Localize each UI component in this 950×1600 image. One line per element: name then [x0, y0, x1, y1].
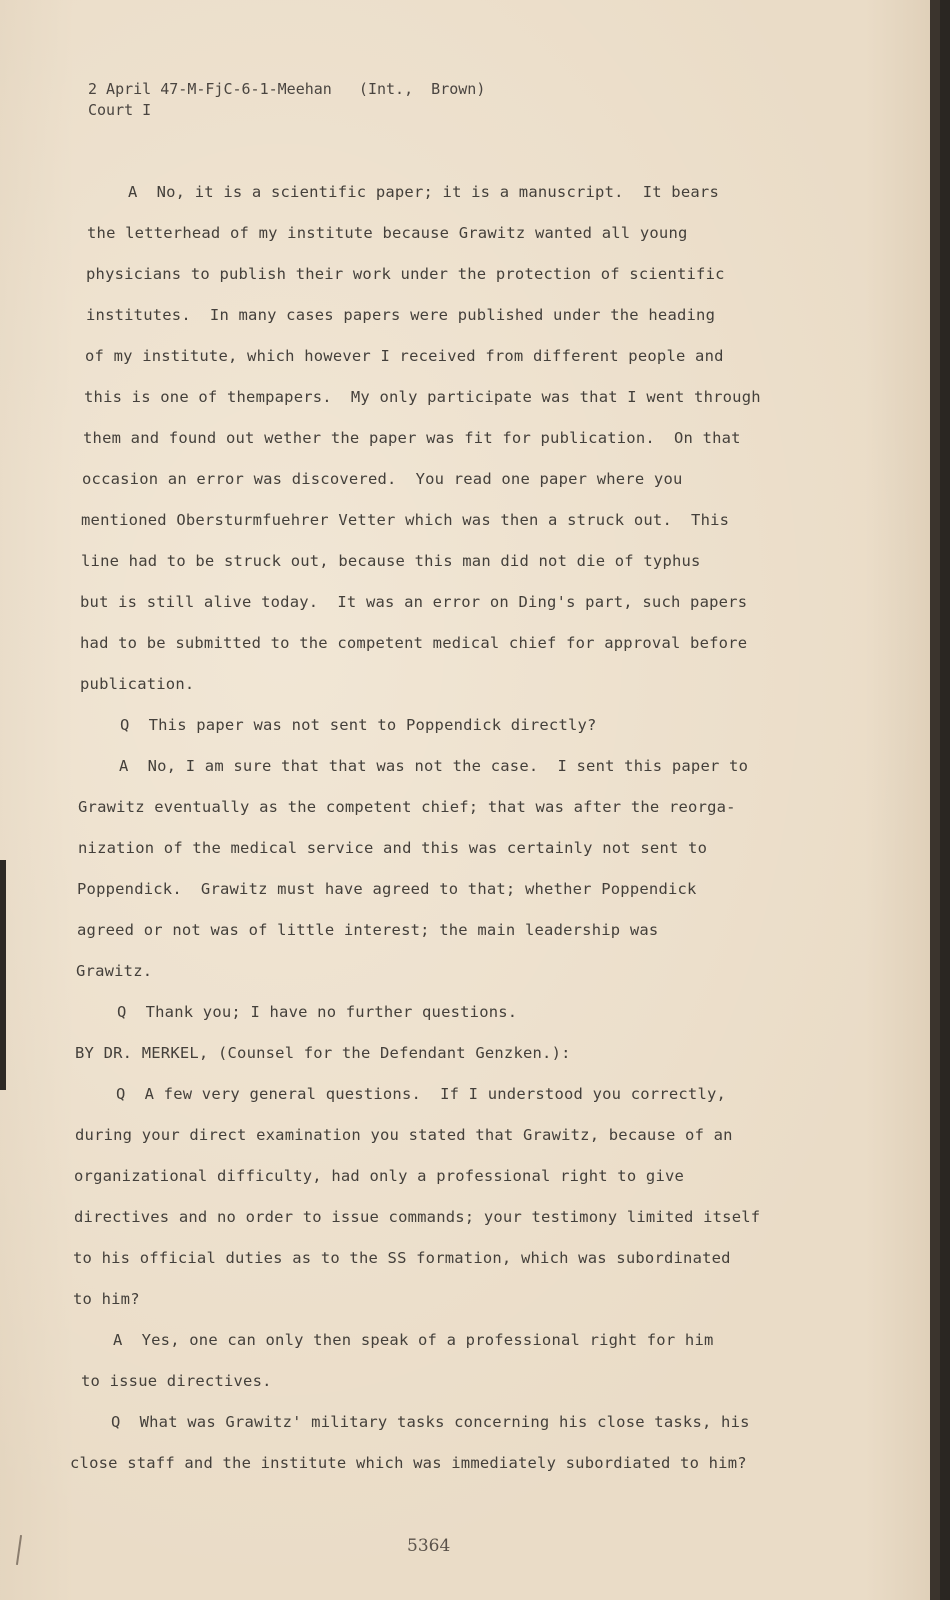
margin-pencil-mark — [16, 1535, 22, 1565]
transcript-line: agreed or not was of little interest; the main leadership was — [77, 921, 659, 939]
transcript-line: but is still alive today. It was an error on Ding's part, such papers — [80, 593, 748, 611]
binding-mark — [0, 860, 6, 1090]
transcript-line: to issue directives. — [81, 1372, 272, 1390]
transcript-line: Q This paper was not sent to Poppendick directly? — [120, 716, 597, 734]
transcript-line: A No, I am sure that that was not the case. I sent this paper to — [119, 757, 749, 775]
transcript-line: nization of the medical service and this was certainly not sent to — [78, 839, 708, 857]
header-date-line: 2 April 47-M-FjC-6-1-Meehan (Int., Brown) — [88, 80, 486, 98]
transcript-line: Grawitz eventually as the competent chief; that was after the reorga- — [78, 798, 736, 816]
transcript-line: line had to be struck out, because this man did not die of typhus — [81, 552, 701, 570]
transcript-line: mentioned Obersturmfuehrer Vetter which was then a struck out. This — [81, 511, 730, 529]
transcript-line: BY DR. MERKEL, (Counsel for the Defendant Genzken.): — [75, 1044, 571, 1062]
page-number: 5364 — [407, 1536, 451, 1556]
page-edge-shadow — [930, 0, 940, 1600]
transcript-line: A No, it is a scientific paper; it is a manuscript. It bears — [128, 183, 719, 201]
transcript-line: the letterhead of my institute because Grawitz wanted all young — [87, 224, 688, 242]
transcript-line: Q What was Grawitz' military tasks concerning his close tasks, his — [111, 1413, 750, 1431]
transcript-line: of my institute, which however I received from different people and — [85, 347, 724, 365]
header-court-line: Court I — [88, 101, 152, 119]
transcript-line: directives and no order to issue commands; your testimony limited itself — [74, 1208, 761, 1226]
transcript-line: Grawitz. — [76, 962, 153, 980]
transcript-line: to him? — [73, 1290, 140, 1308]
transcript-line: A Yes, one can only then speak of a professional right for him — [113, 1331, 714, 1349]
transcript-line: publication. — [80, 675, 195, 693]
transcript-line: physicians to publish their work under the protection of scientific — [86, 265, 725, 283]
transcript-line: during your direct examination you stated that Grawitz, because of an — [75, 1126, 733, 1144]
transcript-line: occasion an error was discovered. You read one paper where you — [82, 470, 683, 488]
transcript-line: close staff and the institute which was immediately subordiated to him? — [70, 1454, 747, 1472]
transcript-line: them and found out wether the paper was fit for publication. On that — [83, 429, 741, 447]
transcript-line: this is one of thempapers. My only participate was that I went through — [84, 388, 761, 406]
transcript-line: organizational difficulty, had only a professional right to give — [74, 1167, 685, 1185]
transcript-line: to his official duties as to the SS formation, which was subordinated — [73, 1249, 731, 1267]
transcript-line: Q Thank you; I have no further questions. — [117, 1003, 518, 1021]
transcript-line: Poppendick. Grawitz must have agreed to that; whether Poppendick — [77, 880, 697, 898]
transcript-line: Q A few very general questions. If I understood you correctly, — [116, 1085, 727, 1103]
transcript-line: had to be submitted to the competent medical chief for approval before — [80, 634, 748, 652]
transcript-line: institutes. In many cases papers were published under the heading — [86, 306, 716, 324]
